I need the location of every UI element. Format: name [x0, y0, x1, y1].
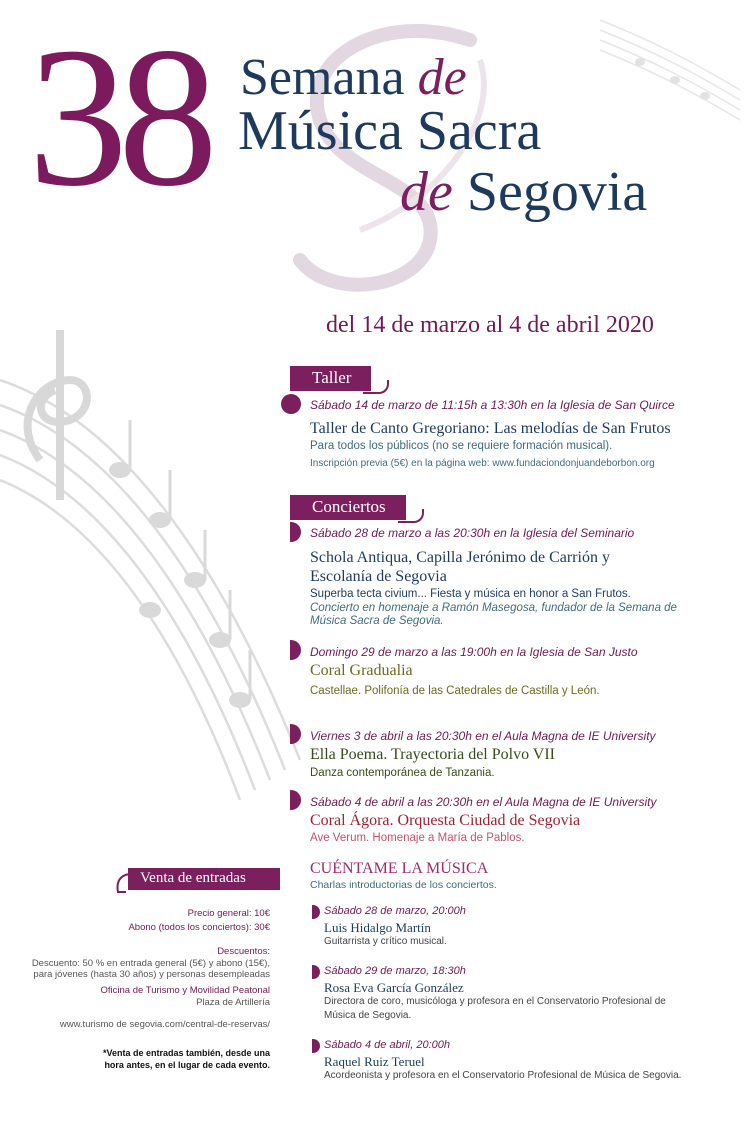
- talk-1-name: Luis Hidalgo Martín: [324, 920, 431, 935]
- talk-2-name: Rosa Eva García González: [324, 980, 464, 995]
- title-de-2: de: [400, 161, 453, 223]
- venta-plaza: Plaza de Artillería: [196, 997, 270, 1008]
- talk-3-name: Raquel Ruiz Teruel: [324, 1054, 425, 1069]
- talk-1-date: Sábado 28 de marzo, 20:00h: [324, 905, 466, 917]
- edition-number: 38: [28, 7, 208, 228]
- concert-3-desc: Danza contemporánea de Tanzania.: [310, 767, 495, 779]
- title-semana: Semana: [240, 49, 405, 106]
- taller-desc: Para todos los públicos (no se requiere formación musical).: [310, 440, 613, 452]
- concert-1-desc: Superba tecta civium... Fiesta y música en honor a San Frutos.: [310, 588, 631, 600]
- talk-3-desc: Acordeonista y profesora en el Conservatorio Profesional de Música de Segovia.: [324, 1070, 682, 1081]
- title-de-1: de: [417, 49, 467, 106]
- venta-label: Venta de entradas: [140, 870, 246, 886]
- concert-1-note-l2: Música Sacra de Segovia.: [310, 615, 444, 627]
- concert-4-date: Sábado 4 de abril a las 20:30h en el Aula Magna de IE University: [310, 795, 657, 809]
- venta-abono: Abono (todos los conciertos): 30€: [128, 922, 270, 933]
- conciertos-label: Conciertos: [290, 495, 406, 520]
- venta-descuentos-title: Descuentos:: [217, 946, 270, 957]
- festival-dates: del 14 de marzo al 4 de abril 2020: [326, 312, 654, 338]
- concert-4-title: Coral Ágora. Orquesta Ciudad de Segovia: [310, 812, 581, 829]
- concert-2-desc: Castellae. Polifonía de las Catedrales de Castilla y León.: [310, 685, 600, 697]
- cuentame-title: CUÉNTAME LA MÚSICA: [310, 860, 489, 877]
- talk-3-date: Sábado 4 de abril, 20:00h: [324, 1039, 450, 1051]
- venta-precio-general: Precio general: 10€: [187, 908, 270, 919]
- talk-2-desc-l2: Música de Segovia.: [324, 1010, 412, 1021]
- concert-2-date: Domingo 29 de marzo a las 19:00h en la Iglesia de San Justo: [310, 645, 638, 659]
- title-segovia: Segovia: [466, 161, 648, 223]
- talk-1-desc: Guitarrista y crítico musical.: [324, 936, 447, 947]
- concert-2-title: Coral Gradualia: [310, 662, 413, 679]
- taller-bullet-icon: [281, 394, 301, 414]
- venta-note-l2: hora antes, en el lugar de cada evento.: [104, 1060, 270, 1070]
- concert-1-note-l1: Concierto en homenaje a Ramón Masegosa, fundador de la Semana de: [310, 602, 677, 614]
- concert-1-date: Sábado 28 de marzo a las 20:30h en la Iglesia del Seminario: [310, 526, 635, 540]
- taller-note: Inscripción previa (5€) en la página web: www.fundaciondonjuandeborbon.org: [310, 458, 655, 469]
- taller-date: Sábado 14 de marzo de 11:15h a 13:30h en la Iglesia de San Quirce: [310, 398, 675, 412]
- venta-descuentos-l1: Descuento: 50 % en entrada general (5€) y abono (15€),: [31, 958, 270, 969]
- title-musica-sacra: Música Sacra: [238, 100, 542, 162]
- title-line-3: [400, 160, 647, 224]
- concert-4-desc: Ave Verum. Homenaje a María de Pablos.: [310, 832, 525, 844]
- venta-oficina: Oficina de Turismo y Movilidad Peatonal: [100, 985, 270, 996]
- title-line-1: [240, 48, 467, 108]
- venta-label-flourish-icon: [112, 872, 134, 896]
- concert-3-date: Viernes 3 de abril a las 20:30h en el Aula Magna de IE University: [310, 729, 656, 743]
- talk-2-desc-l1: Directora de coro, musicóloga y profesora en el Conservatorio Profesional de: [324, 996, 666, 1007]
- taller-label: Taller: [290, 366, 371, 391]
- venta-descuentos-l2: para jóvenes (hasta 30 años) y personas desempleadas: [33, 969, 270, 980]
- taller-title: Taller de Canto Gregoriano: Las melodías de San Frutos: [310, 420, 671, 437]
- venta-web-link[interactable]: www.turismo de segovia.com/central-de-reservas/: [59, 1019, 270, 1030]
- concert-1-title-l1: Schola Antiqua, Capilla Jerónimo de Carrión y: [310, 549, 610, 566]
- concert-1-title-l2: Escolanía de Segovia: [310, 568, 447, 585]
- talk-2-date: Sábado 29 de marzo, 18:30h: [324, 965, 466, 977]
- concert-3-title: Ella Poema. Trayectoria del Polvo VII: [310, 746, 555, 763]
- venta-note-l1: *Venta de entradas también, desde una: [102, 1048, 270, 1058]
- cuentame-subtitle: Charlas introductorias de los conciertos.: [310, 879, 497, 891]
